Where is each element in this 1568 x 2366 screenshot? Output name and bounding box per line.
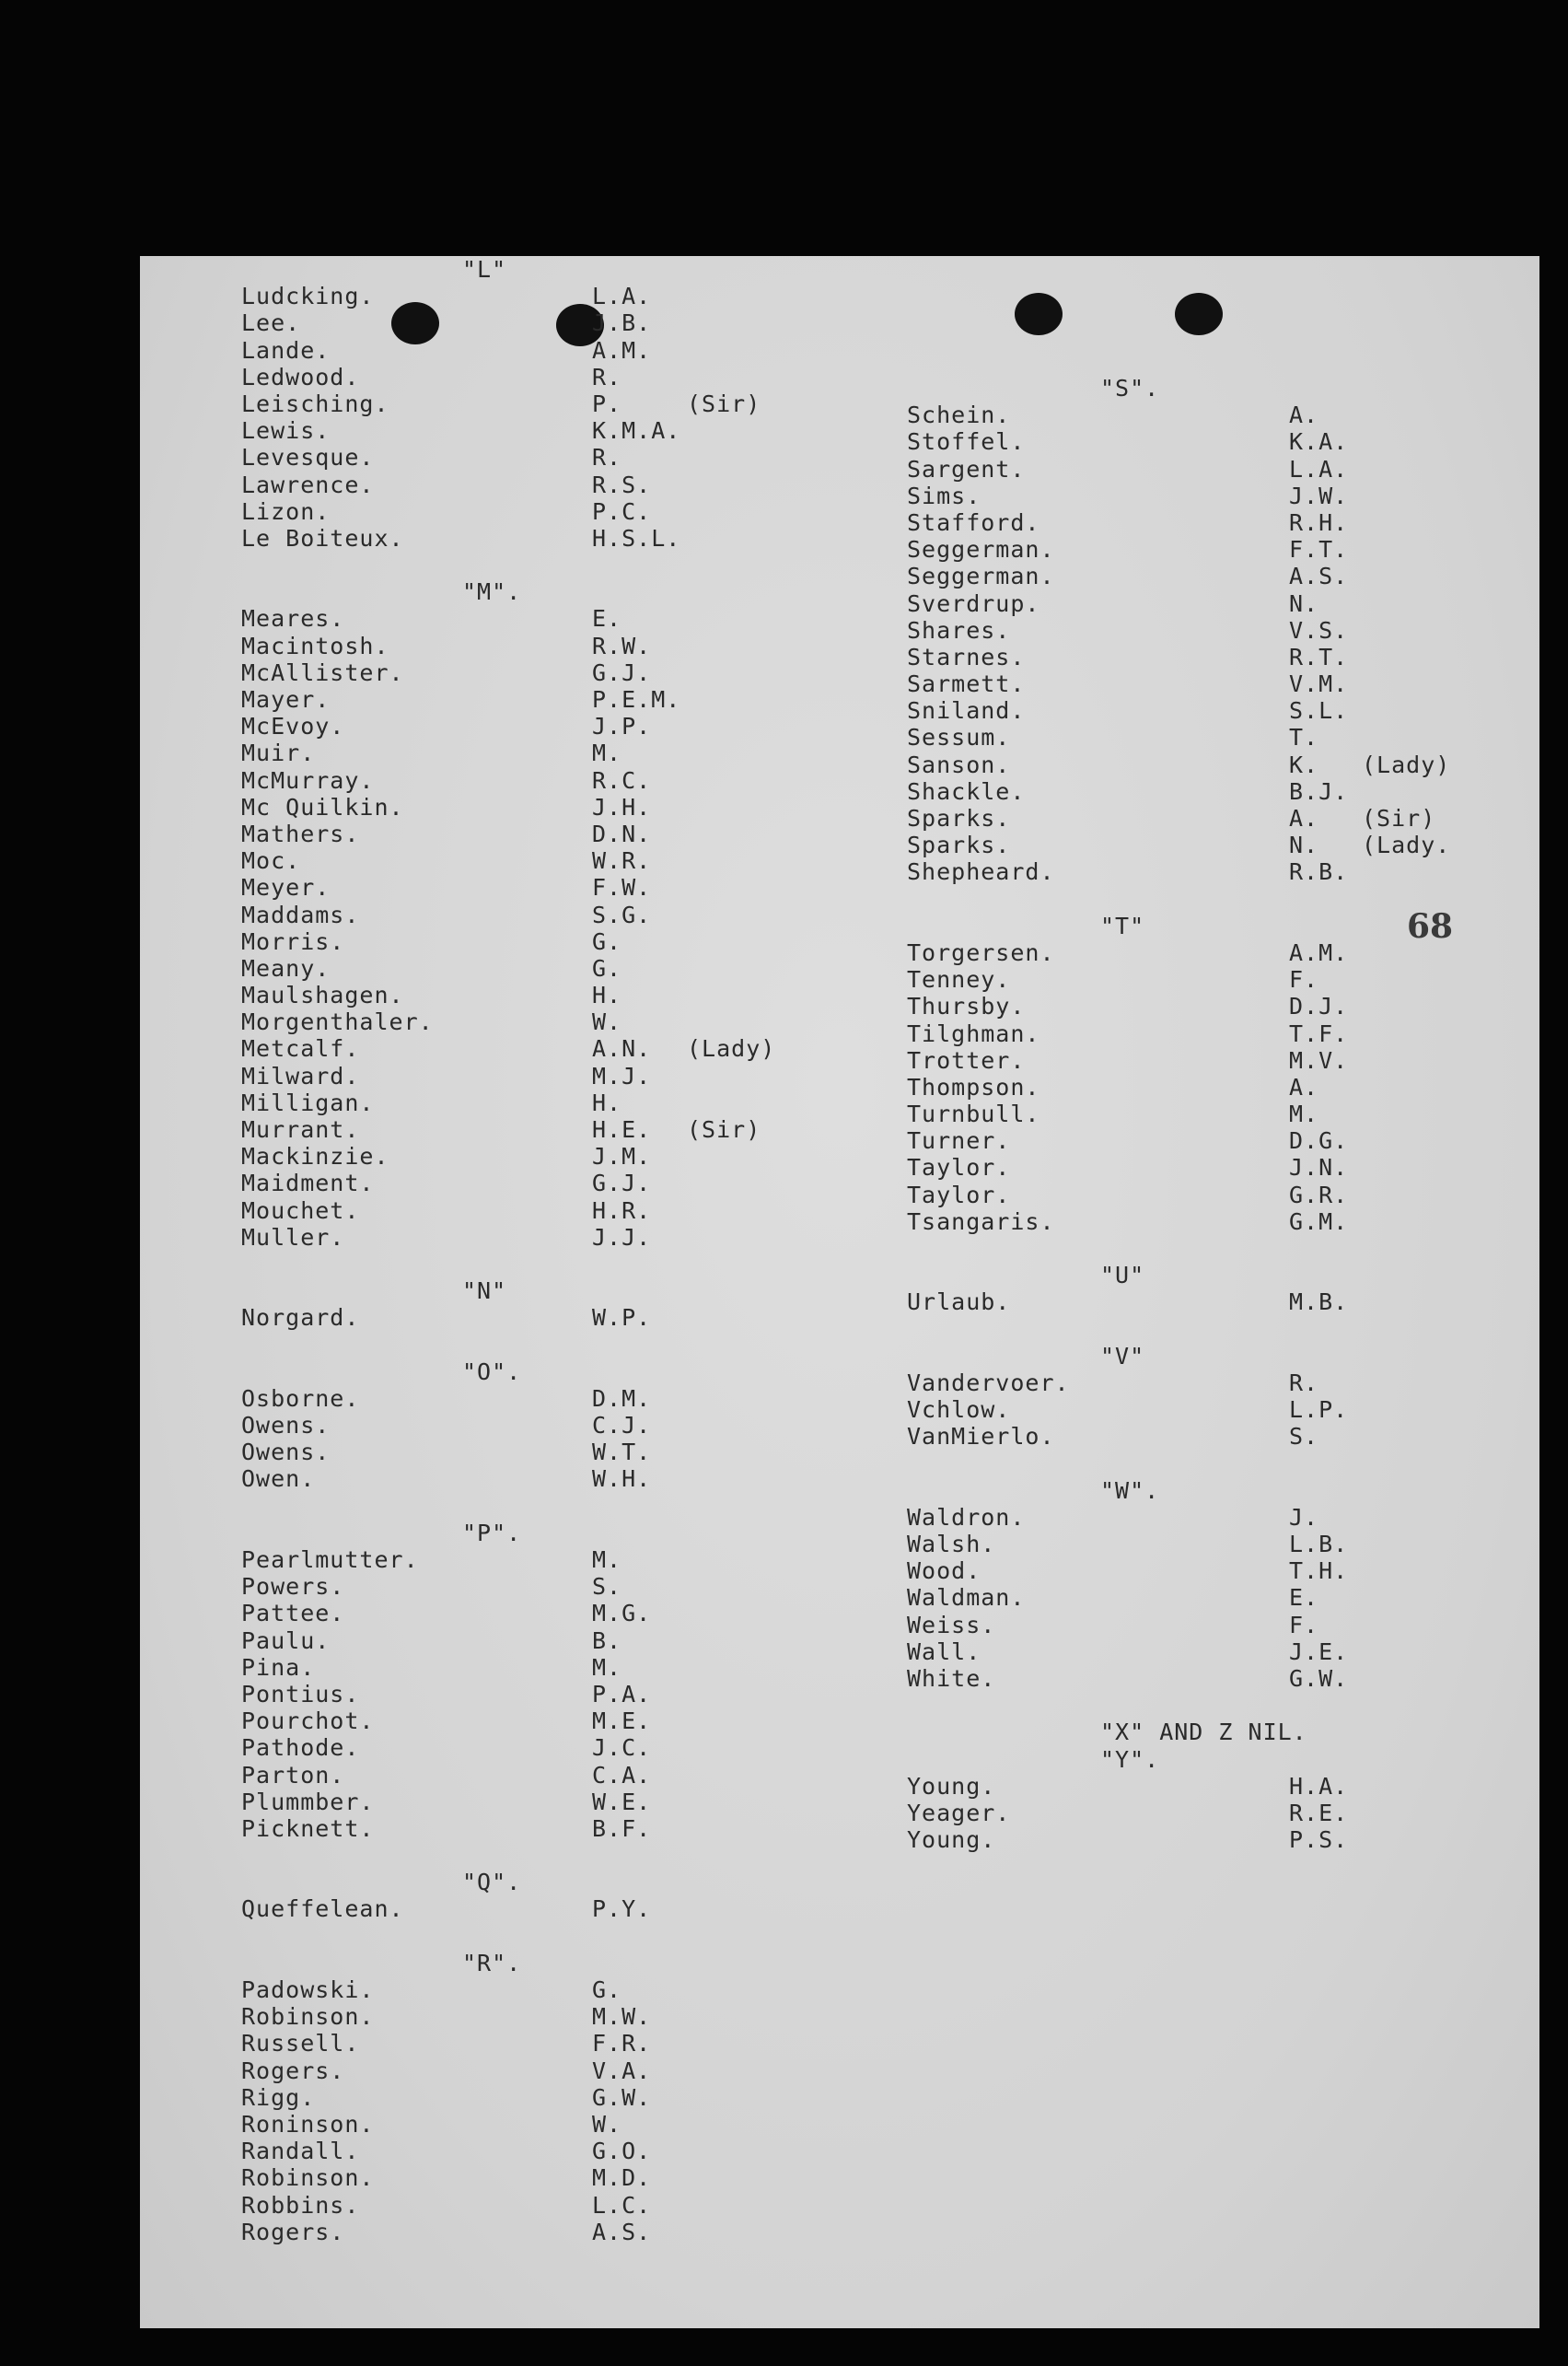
initials: R.S. bbox=[592, 471, 652, 498]
initials: M.D. bbox=[592, 2164, 652, 2192]
surname: Pattee. bbox=[241, 1600, 345, 1627]
initials: M.G. bbox=[592, 1600, 652, 1627]
initials: S. bbox=[1289, 1423, 1319, 1451]
surname: Tenney. bbox=[907, 966, 1011, 994]
surname: Sniland. bbox=[907, 697, 1026, 725]
initials: M. bbox=[592, 1546, 622, 1573]
initials: F. bbox=[1289, 966, 1319, 994]
initials: L.P. bbox=[1289, 1396, 1349, 1424]
initials: V.A. bbox=[592, 2057, 652, 2084]
surname: Shackle. bbox=[907, 777, 1026, 805]
surname: Mouchet. bbox=[241, 1196, 360, 1224]
initials: G.R. bbox=[1289, 1181, 1349, 1208]
initials: R. bbox=[1289, 1369, 1319, 1396]
initials: A.M. bbox=[592, 336, 652, 364]
punch-hole bbox=[1175, 293, 1223, 335]
surname: Tsangaris. bbox=[907, 1207, 1055, 1235]
surname: Thompson. bbox=[907, 1073, 1040, 1101]
surname: Sims. bbox=[907, 482, 981, 509]
surname: Mayer. bbox=[241, 686, 331, 713]
section-letter-label: "U" bbox=[1100, 1262, 1145, 1289]
surname: Powers. bbox=[241, 1573, 345, 1601]
initials: S. bbox=[592, 1573, 622, 1601]
initials: G.M. bbox=[1289, 1207, 1349, 1235]
surname: Milward. bbox=[241, 1062, 360, 1090]
section-letter-label: "N" bbox=[462, 1277, 507, 1305]
section-letter-label: "T" bbox=[1100, 912, 1145, 939]
initials: B.J. bbox=[1289, 777, 1349, 805]
surname: Tilghman. bbox=[907, 1020, 1040, 1047]
surname: Wood. bbox=[907, 1557, 981, 1585]
surname: Milligan. bbox=[241, 1089, 375, 1116]
surname: Yeager. bbox=[907, 1799, 1011, 1826]
surname: Owens. bbox=[241, 1412, 331, 1439]
section-letter-label: "Y". bbox=[1100, 1745, 1160, 1773]
initials: H.S.L. bbox=[592, 524, 681, 552]
surname: White. bbox=[907, 1665, 996, 1692]
surname: Meany. bbox=[241, 954, 331, 982]
surname: Young. bbox=[907, 1772, 996, 1800]
surname: Morgenthaler. bbox=[241, 1008, 434, 1036]
initials: M. bbox=[592, 740, 622, 767]
initials: G.J. bbox=[592, 659, 652, 686]
page-number: 68 bbox=[1407, 907, 1454, 946]
initials: D.N. bbox=[592, 820, 652, 847]
surname: Muir. bbox=[241, 740, 316, 767]
initials: G.W. bbox=[1289, 1665, 1349, 1692]
surname: Trotter. bbox=[907, 1046, 1026, 1074]
surname: Sanson. bbox=[907, 751, 1011, 778]
initials: V.M. bbox=[1289, 670, 1349, 698]
surname: Muller. bbox=[241, 1223, 345, 1251]
initials: J.P. bbox=[592, 713, 652, 740]
initials: J.E. bbox=[1289, 1638, 1349, 1665]
surname: McEvoy. bbox=[241, 713, 345, 740]
section-letter-label: "R". bbox=[462, 1949, 522, 1976]
surname: Schein. bbox=[907, 402, 1011, 429]
initials: R.E. bbox=[1289, 1799, 1349, 1826]
surname: Osborne. bbox=[241, 1384, 360, 1412]
initials: P.C. bbox=[592, 497, 652, 525]
initials: H.A. bbox=[1289, 1772, 1349, 1800]
surname: Maidment. bbox=[241, 1170, 375, 1197]
initials: G. bbox=[592, 927, 622, 955]
surname: Waldman. bbox=[907, 1584, 1026, 1612]
surname: Taylor. bbox=[907, 1154, 1011, 1182]
initials: N. bbox=[1289, 832, 1319, 859]
title-note: (Sir) bbox=[687, 1116, 761, 1143]
initials: L.A. bbox=[1289, 455, 1349, 483]
surname: Rogers. bbox=[241, 2218, 345, 2245]
initials: R.W. bbox=[592, 632, 652, 659]
surname: Plummber. bbox=[241, 1788, 375, 1815]
initials: J.C. bbox=[592, 1734, 652, 1762]
surname: Leisching. bbox=[241, 390, 389, 417]
surname: Walsh. bbox=[907, 1531, 996, 1558]
surname: Rogers. bbox=[241, 2057, 345, 2084]
initials: E. bbox=[1289, 1584, 1319, 1612]
initials: W. bbox=[592, 2110, 622, 2138]
section-letter-label: "S". bbox=[1100, 375, 1160, 402]
initials: M. bbox=[1289, 1101, 1319, 1128]
initials: P.E.M. bbox=[592, 686, 681, 713]
surname: Robinson. bbox=[241, 2164, 375, 2192]
surname: Lee. bbox=[241, 309, 301, 337]
initials: R.T. bbox=[1289, 643, 1349, 670]
surname: Thursby. bbox=[907, 993, 1026, 1020]
surname: Torgersen. bbox=[907, 938, 1055, 966]
surname: Picknett. bbox=[241, 1814, 375, 1842]
initials: P.S. bbox=[1289, 1826, 1349, 1854]
title-note: (Lady) bbox=[1362, 751, 1451, 778]
initials: A.S. bbox=[1289, 563, 1349, 590]
surname: Sparks. bbox=[907, 832, 1011, 859]
document-page bbox=[140, 256, 1539, 2328]
section-letter-label: "P". bbox=[462, 1519, 522, 1546]
initials: D.G. bbox=[1289, 1127, 1349, 1155]
section-letter-label: "M". bbox=[462, 578, 522, 606]
surname: Murrant. bbox=[241, 1116, 360, 1143]
initials: K.M.A. bbox=[592, 417, 681, 445]
initials: S.G. bbox=[592, 901, 652, 928]
surname: Lande. bbox=[241, 336, 331, 364]
surname: Weiss. bbox=[907, 1611, 996, 1638]
surname: VanMierlo. bbox=[907, 1423, 1055, 1451]
initials: C.J. bbox=[592, 1412, 652, 1439]
initials: M. bbox=[592, 1653, 622, 1681]
initials: R. bbox=[592, 444, 622, 472]
surname: Moc. bbox=[241, 847, 301, 875]
surname: Pathode. bbox=[241, 1734, 360, 1762]
surname: Urlaub. bbox=[907, 1288, 1011, 1316]
initials: K. bbox=[1289, 751, 1319, 778]
initials: J. bbox=[1289, 1503, 1319, 1531]
surname: Waldron. bbox=[907, 1503, 1026, 1531]
initials: R.H. bbox=[1289, 508, 1349, 536]
initials: F. bbox=[1289, 1611, 1319, 1638]
initials: A.N. bbox=[592, 1035, 652, 1063]
punch-hole bbox=[391, 302, 439, 344]
section-letter-label: "O". bbox=[462, 1358, 522, 1385]
surname: Paulu. bbox=[241, 1626, 331, 1654]
surname: Mathers. bbox=[241, 820, 360, 847]
initials: R.C. bbox=[592, 766, 652, 794]
initials: D.J. bbox=[1289, 993, 1349, 1020]
surname: Pearlmutter. bbox=[241, 1546, 419, 1573]
surname: Roninson. bbox=[241, 2110, 375, 2138]
initials: F.T. bbox=[1289, 536, 1349, 564]
initials: W.P. bbox=[592, 1304, 652, 1332]
initials: G.O. bbox=[592, 2138, 652, 2165]
surname: Vandervoer. bbox=[907, 1369, 1070, 1396]
initials: H.E. bbox=[592, 1116, 652, 1143]
title-note: (Sir) bbox=[1362, 805, 1436, 832]
initials: P.Y. bbox=[592, 1895, 652, 1923]
initials: J.B. bbox=[592, 309, 652, 337]
initials: P. bbox=[592, 390, 622, 417]
initials: G.J. bbox=[592, 1170, 652, 1197]
initials: J.H. bbox=[592, 793, 652, 821]
initials: D.M. bbox=[592, 1384, 652, 1412]
surname: Norgard. bbox=[241, 1304, 360, 1332]
initials: H.R. bbox=[592, 1196, 652, 1224]
surname: Pontius. bbox=[241, 1680, 360, 1707]
initials: R. bbox=[592, 363, 622, 390]
surname: Sessum. bbox=[907, 724, 1011, 752]
section-letter-label: "W". bbox=[1100, 1476, 1160, 1504]
initials: J.M. bbox=[592, 1143, 652, 1171]
surname: Stoffel. bbox=[907, 428, 1026, 456]
surname: Sverdrup. bbox=[907, 589, 1040, 617]
initials: A.S. bbox=[592, 2218, 652, 2245]
surname: Padowski. bbox=[241, 1976, 375, 2003]
initials: M.J. bbox=[592, 1062, 652, 1090]
initials: H. bbox=[592, 982, 622, 1009]
surname: Young. bbox=[907, 1826, 996, 1854]
surname: Wall. bbox=[907, 1638, 981, 1665]
surname: Meares. bbox=[241, 605, 345, 633]
surname: Morris. bbox=[241, 927, 345, 955]
initials: P.A. bbox=[592, 1680, 652, 1707]
punch-hole bbox=[1015, 293, 1063, 335]
initials: M.B. bbox=[1289, 1288, 1349, 1316]
initials: W.E. bbox=[592, 1788, 652, 1815]
surname: Owens. bbox=[241, 1439, 331, 1466]
initials: A. bbox=[1289, 1073, 1319, 1101]
initials: W. bbox=[592, 1008, 622, 1036]
surname: Mc Quilkin. bbox=[241, 793, 404, 821]
surname: Lawrence. bbox=[241, 471, 375, 498]
title-note: (Sir) bbox=[687, 390, 761, 417]
initials: F.W. bbox=[592, 874, 652, 902]
initials: W.T. bbox=[592, 1439, 652, 1466]
surname: Shares. bbox=[907, 616, 1011, 644]
surname: Sarmett. bbox=[907, 670, 1026, 698]
surname: Mackinzie. bbox=[241, 1143, 389, 1171]
initials: F.R. bbox=[592, 2030, 652, 2057]
surname: McAllister. bbox=[241, 659, 404, 686]
initials: N. bbox=[1289, 589, 1319, 617]
initials: H. bbox=[592, 1089, 622, 1116]
surname: Rigg. bbox=[241, 2083, 316, 2111]
initials: J.N. bbox=[1289, 1154, 1349, 1182]
initials: G. bbox=[592, 954, 622, 982]
initials: A.M. bbox=[1289, 938, 1349, 966]
initials: C.A. bbox=[592, 1761, 652, 1789]
initials: T.F. bbox=[1289, 1020, 1349, 1047]
surname: Seggerman. bbox=[907, 536, 1055, 564]
initials: S.L. bbox=[1289, 697, 1349, 725]
surname: Starnes. bbox=[907, 643, 1026, 670]
initials: J.J. bbox=[592, 1223, 652, 1251]
surname: Robbins. bbox=[241, 2191, 360, 2219]
initials: A. bbox=[1289, 402, 1319, 429]
initials: M.W. bbox=[592, 2003, 652, 2031]
surname: Queffelean. bbox=[241, 1895, 404, 1923]
surname: Levesque. bbox=[241, 444, 375, 472]
surname: Macintosh. bbox=[241, 632, 389, 659]
surname: Meyer. bbox=[241, 874, 331, 902]
surname: Turner. bbox=[907, 1127, 1011, 1155]
initials: G. bbox=[592, 1976, 622, 2003]
surname: Maddams. bbox=[241, 901, 360, 928]
section-letter-label: "Q". bbox=[462, 1869, 522, 1896]
surname: Lewis. bbox=[241, 417, 331, 445]
surname: Ludcking. bbox=[241, 283, 375, 310]
surname: Robinson. bbox=[241, 2003, 375, 2031]
initials: L.B. bbox=[1289, 1531, 1349, 1558]
initials: B. bbox=[592, 1626, 622, 1654]
initials: T.H. bbox=[1289, 1557, 1349, 1585]
initials: B.F. bbox=[592, 1814, 652, 1842]
surname: McMurray. bbox=[241, 766, 375, 794]
surname: Shepheard. bbox=[907, 858, 1055, 886]
surname: Maulshagen. bbox=[241, 982, 404, 1009]
surname: Russell. bbox=[241, 2030, 360, 2057]
title-note: (Lady. bbox=[1362, 832, 1451, 859]
section-letter-label: "L" bbox=[462, 256, 507, 283]
surname: Lizon. bbox=[241, 497, 331, 525]
surname: Owen. bbox=[241, 1465, 316, 1493]
surname: Pourchot. bbox=[241, 1707, 375, 1735]
surname: Parton. bbox=[241, 1761, 345, 1789]
surname: Turnbull. bbox=[907, 1101, 1040, 1128]
initials: M.E. bbox=[592, 1707, 652, 1735]
initials: V.S. bbox=[1289, 616, 1349, 644]
initials: T. bbox=[1289, 724, 1319, 752]
initials: M.V. bbox=[1289, 1046, 1349, 1074]
initials: W.R. bbox=[592, 847, 652, 875]
section-letter-label: "V" bbox=[1100, 1342, 1145, 1369]
initials: G.W. bbox=[592, 2083, 652, 2111]
surname: Randall. bbox=[241, 2138, 360, 2165]
initials: R.B. bbox=[1289, 858, 1349, 886]
surname: Sparks. bbox=[907, 805, 1011, 832]
initials: L.A. bbox=[592, 283, 652, 310]
surname: Taylor. bbox=[907, 1181, 1011, 1208]
surname: Stafford. bbox=[907, 508, 1040, 536]
title-note: (Lady) bbox=[687, 1035, 776, 1063]
surname: Le Boiteux. bbox=[241, 524, 404, 552]
surname: Seggerman. bbox=[907, 563, 1055, 590]
initials: W.H. bbox=[592, 1465, 652, 1493]
initials: L.C. bbox=[592, 2191, 652, 2219]
initials: A. bbox=[1289, 805, 1319, 832]
section-letter-label: "X" AND Z NIL. bbox=[1100, 1719, 1307, 1746]
initials: K.A. bbox=[1289, 428, 1349, 456]
surname: Ledwood. bbox=[241, 363, 360, 390]
initials: J.W. bbox=[1289, 482, 1349, 509]
surname: Vchlow. bbox=[907, 1396, 1011, 1424]
surname: Pina. bbox=[241, 1653, 316, 1681]
surname: Sargent. bbox=[907, 455, 1026, 483]
surname: Metcalf. bbox=[241, 1035, 360, 1063]
initials: E. bbox=[592, 605, 622, 633]
